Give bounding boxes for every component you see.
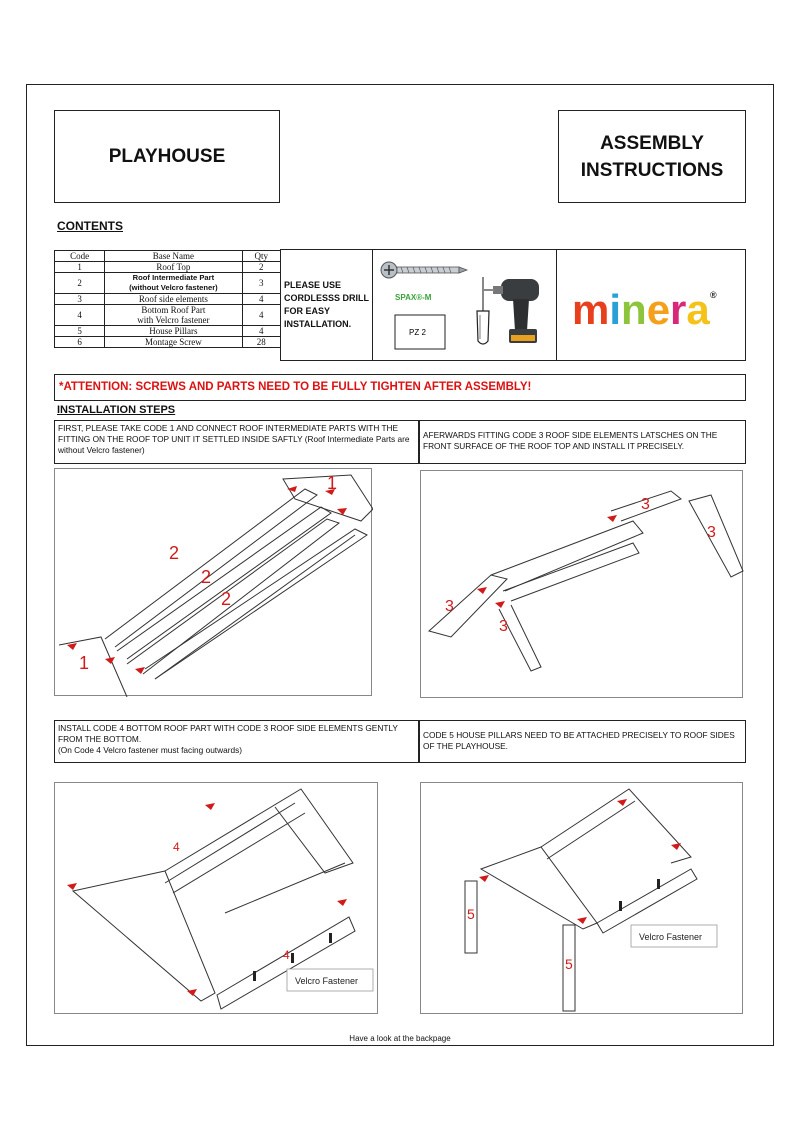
cell-qty: 2	[242, 262, 280, 273]
cell-name: Roof Top	[105, 262, 242, 273]
drill-note-line: FOR EASY	[284, 306, 331, 316]
cell-qty: 4	[242, 305, 280, 326]
table-row	[55, 305, 281, 326]
assembly-title-line2: INSTRUCTIONS	[580, 159, 724, 181]
fig2-label: 3	[445, 598, 454, 615]
fig4-label: 5	[565, 956, 573, 972]
bit-label: PZ 2	[409, 328, 426, 337]
drill-icon	[483, 279, 539, 343]
cell-code: 1	[55, 262, 105, 273]
step-3-line2: (On Code 4 Velcro fastener must facing outwards)	[58, 745, 243, 755]
header-qty: Qty	[242, 251, 280, 262]
cell-name-line1: Bottom Roof Part	[141, 305, 206, 315]
cell-name-line2: with Velcro fastener	[137, 315, 210, 325]
step-2-text: AFERWARDS FITTING CODE 3 ROOF SIDE ELEMENTS LATSCHES ON THE FRONT SURFACE OF THE ROOF TOP AND INSTALL IT PRECISELY.	[419, 420, 746, 464]
cell-name-line2: (without Velcro fastener)	[129, 283, 218, 292]
drill-note-line: PLEASE USE	[284, 280, 342, 290]
fig2-label: 3	[641, 496, 650, 513]
attention-box	[54, 374, 746, 401]
fig2-label: 3	[707, 524, 716, 541]
divider	[280, 249, 281, 361]
header-name: Base Name	[105, 251, 242, 262]
figure-4	[420, 782, 743, 1014]
figure-2-drawing	[421, 471, 744, 699]
title-box	[54, 110, 280, 203]
velcro-label: Velcro Fastener	[295, 976, 359, 986]
cell-code: 5	[55, 326, 105, 337]
table-row	[55, 337, 281, 348]
assembly-title-line1: ASSEMBLY	[600, 132, 704, 154]
cell-name	[105, 305, 242, 326]
cell-name: Roof side elements	[105, 294, 242, 305]
figure-1	[54, 468, 372, 696]
tools-image-area	[372, 249, 557, 361]
drill-note-line: INSTALLATION.	[284, 319, 352, 329]
cell-qty: 4	[242, 326, 280, 337]
header-code: Code	[55, 251, 105, 262]
fig2-label: 3	[499, 618, 508, 635]
step-3-line1: INSTALL CODE 4 BOTTOM ROOF PART WITH CODE 3 ROOF SIDE ELEMENTS GENTLY FROM THE BOTTOM.	[58, 723, 398, 744]
footer-note: Have a look at the backpage	[349, 1034, 451, 1043]
table-row	[55, 294, 281, 305]
drill-note-line: CORDLESSS DRILL	[284, 293, 370, 303]
fig1-label: 2	[201, 567, 212, 587]
cell-name: House Pillars	[105, 326, 242, 337]
table-row	[55, 273, 281, 294]
fig1-label: 2	[221, 589, 232, 609]
svg-text:®: ®	[710, 290, 717, 300]
contents-table	[54, 250, 281, 348]
cell-code: 3	[55, 294, 105, 305]
figure-4-drawing	[421, 783, 744, 1015]
fig4-label: 5	[467, 906, 475, 922]
cell-name-line1: Roof Intermediate Part	[132, 273, 215, 282]
screw-icon	[381, 262, 467, 278]
step-3-text	[54, 720, 419, 763]
velcro-label: Velcro Fastener	[639, 932, 703, 942]
cell-name: Montage Screw	[105, 337, 242, 348]
minera-logo	[572, 284, 722, 334]
screw-brand: SPAX®-M	[395, 293, 432, 302]
step-4-text: CODE 5 HOUSE PILLARS NEED TO BE ATTACHED PRECISELY TO ROOF SIDES OF THE PLAYHOUSE.	[419, 720, 746, 763]
drill-note	[284, 279, 369, 331]
cell-qty: 28	[242, 337, 280, 348]
cell-qty: 3	[242, 273, 280, 294]
table-row	[55, 326, 281, 337]
attention-text: *ATTENTION: SCREWS AND PARTS NEED TO BE FULLY TIGHTEN AFTER ASSEMBLY!	[59, 381, 532, 393]
tools-illustration	[373, 249, 558, 361]
cell-code: 4	[55, 305, 105, 326]
cell-code: 2	[55, 273, 105, 294]
installation-heading: INSTALLATION STEPS	[57, 404, 176, 416]
brand-logo	[572, 284, 722, 343]
cell-qty: 4	[242, 294, 280, 305]
fig3-label: 4	[173, 840, 180, 854]
fig1-label: 1	[79, 653, 90, 673]
contents-heading: CONTENTS	[57, 219, 123, 233]
table-header-row	[55, 251, 281, 262]
assembly-box	[558, 110, 746, 203]
table-row	[55, 262, 281, 273]
screwdriver-icon	[477, 277, 489, 344]
figure-1-drawing	[55, 469, 373, 697]
cell-code: 6	[55, 337, 105, 348]
step-1-text: FIRST, PLEASE TAKE CODE 1 AND CONNECT ROOF INTERMEDIATE PARTS WITH THE FITTING ON THE ROOF TOP UNIT IT SETTLED INSIDE SAFTLY (Roof Intermediate Parts are without Velcro fastener)	[54, 420, 419, 464]
cell-name	[105, 273, 242, 294]
svg-text:minera: minera	[572, 286, 710, 333]
figure-2	[420, 470, 743, 698]
figure-3-drawing	[55, 783, 379, 1015]
fig3-label: 4	[283, 948, 290, 962]
figure-3	[54, 782, 378, 1014]
fig1-label: 2	[169, 543, 180, 563]
page-title: PLAYHOUSE	[108, 146, 226, 167]
fig1-label: 1	[327, 473, 338, 493]
